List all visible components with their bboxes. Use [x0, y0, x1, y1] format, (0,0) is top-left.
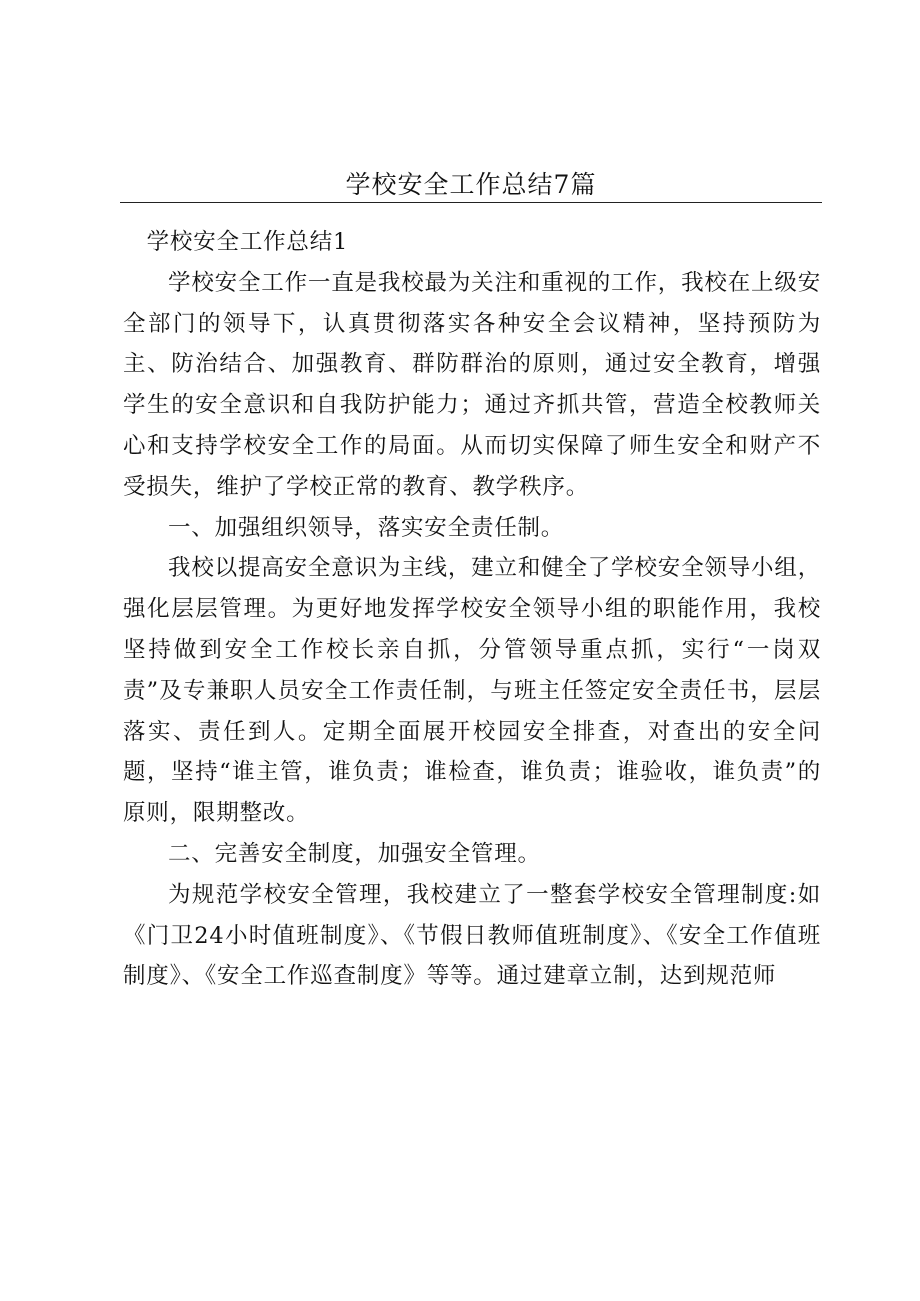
paragraph-intro: 学校安全工作一直是我校最为关注和重视的工作，我校在上级安全部门的领导下，认真贯彻落实各种安全会议精神，坚持预防为主、防治结合、加强教育、群防群治的原则，通过安全教育，增强学生的安全意识和自我防护能力；通过齐抓共管，营造全校教师关心和支持学校安全工作的局面。从而切实保障了师生安全和财产不受损失，维护了学校正常的教育、教学秩序。 [123, 269, 821, 500]
section-heading: 学校安全工作总结1 [146, 229, 349, 255]
subheading-organization: 一、加强组织领导，落实安全责任制。 [168, 514, 565, 541]
document-body [123, 222, 821, 997]
subheading-system: 二、完善安全制度，加强安全管理。 [168, 840, 541, 867]
document-title: 学校安全工作总结7篇 [345, 170, 597, 199]
title-underline [120, 202, 822, 203]
paragraph-organization: 我校以提高安全意识为主线，建立和健全了学校安全领导小组，强化层层管理。为更好地发挥学校安全领导小组的职能作用，我校坚持做到安全工作校长亲自抓，分管领导重点抓，实行“一岗双责”及专兼职人员安全工作责任制，与班主任签定安全责任书，层层落实、责任到人。定期全面展开校园安全排查，对查出的安全问题，坚持“谁主管，谁负责；谁检查，谁负责；谁验收，谁负责”的原则，限期整改。 [123, 555, 821, 827]
paragraph-system: 为规范学校安全管理，我校建立了一整套学校安全管理制度:如《门卫24小时值班制度》、《节假日教师值班制度》、《安全工作值班制度》、《安全工作巡查制度》等等。通过建章立制，达到规范师 [123, 881, 821, 990]
